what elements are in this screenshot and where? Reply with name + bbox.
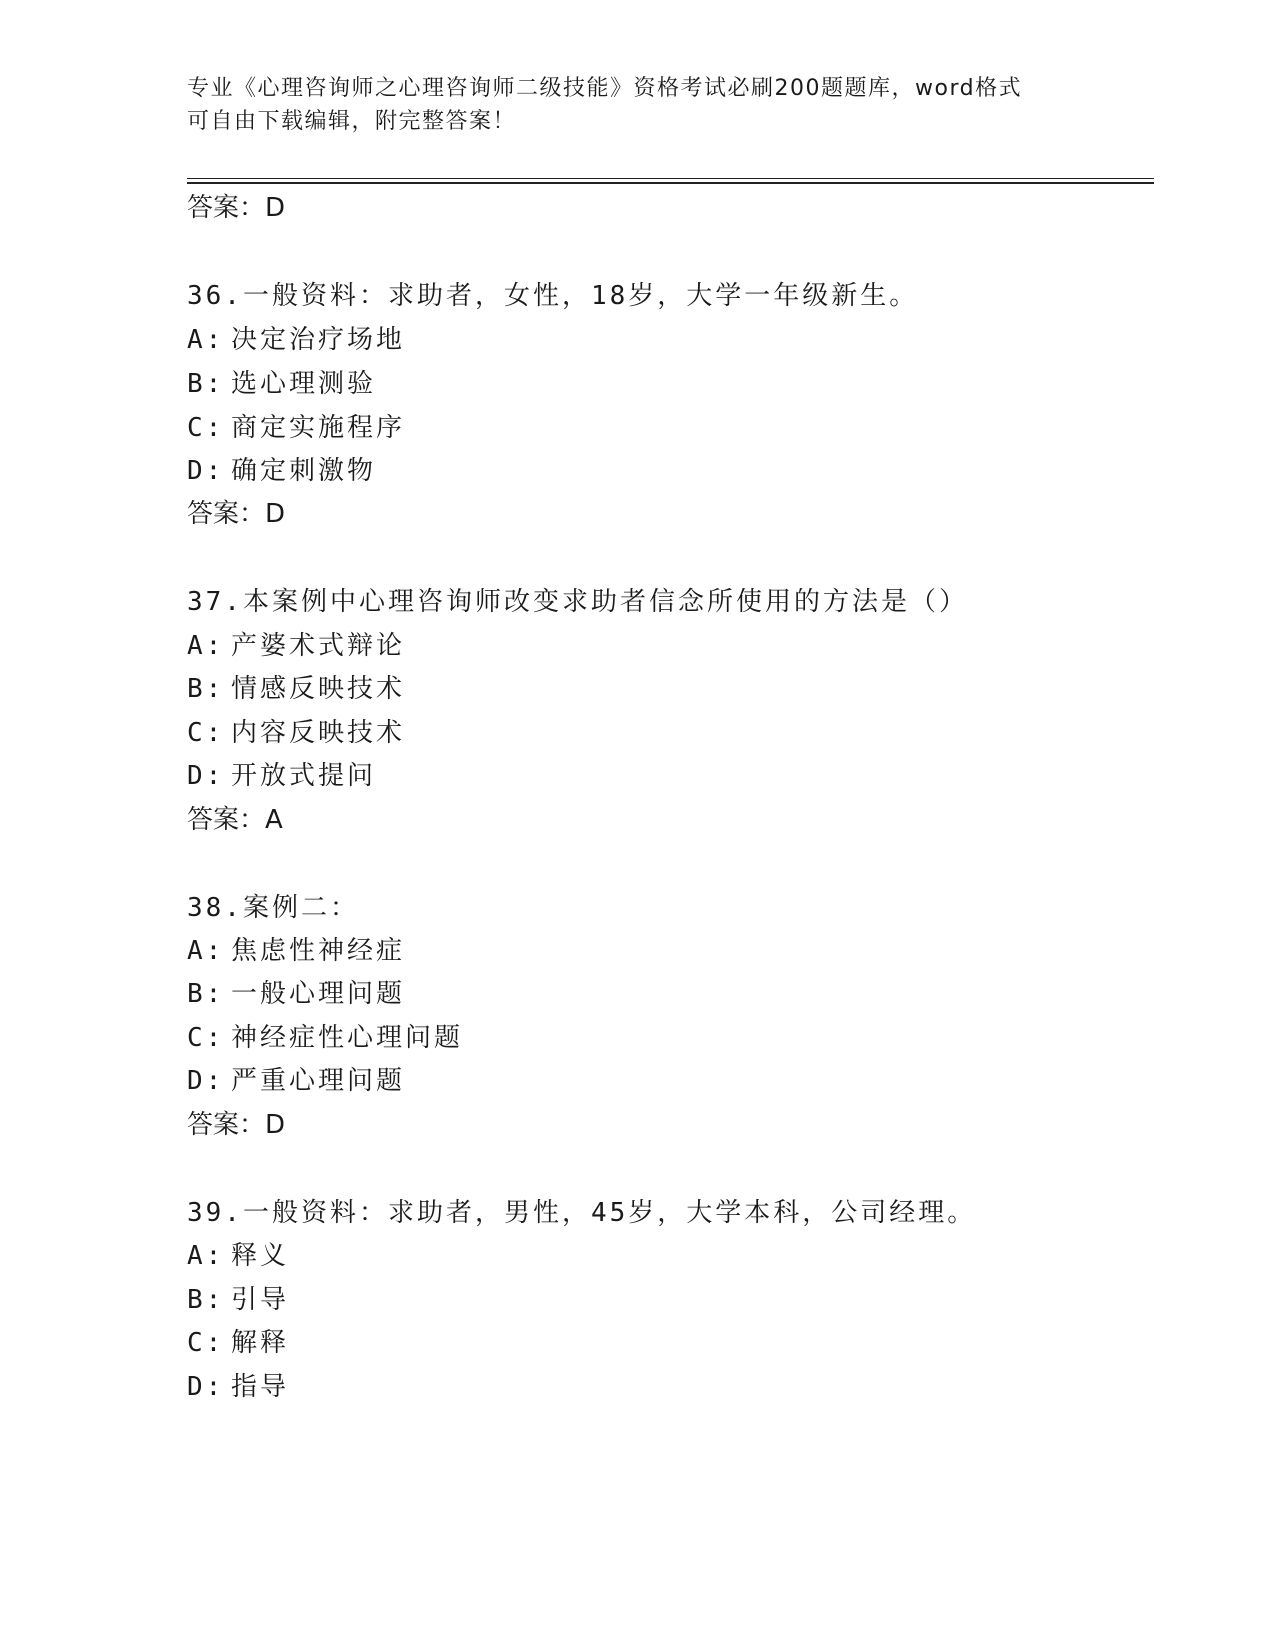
option-letter: C: [187, 413, 225, 443]
header-rule-thin [187, 178, 1154, 179]
answer-line: 答案：D [187, 499, 286, 529]
option-c [187, 1325, 289, 1361]
option-letter: D: [187, 1372, 225, 1402]
option-text: 情感反映技术 [231, 674, 406, 704]
option-letter: A: [187, 325, 225, 355]
option-c [187, 1020, 463, 1056]
option-letter: B: [187, 674, 225, 704]
option-text: 开放式提问 [231, 761, 377, 791]
option-letter: C: [187, 718, 225, 748]
option-text: 引导 [231, 1285, 290, 1315]
answer-line: 答案：A [187, 805, 283, 835]
answer-line: 答案：D [187, 1110, 286, 1140]
option-letter: B: [187, 1285, 225, 1315]
option-letter: C: [187, 1023, 225, 1053]
question-36: 36.一般资料：求助者，女性，18岁，大学一年级新生。 [187, 281, 919, 311]
question-37: 37.本案例中心理咨询师改变求助者信念所使用的方法是（） [187, 587, 968, 617]
option-a [187, 1238, 289, 1274]
option-text: 内容反映技术 [231, 718, 406, 748]
option-text: 指导 [231, 1372, 290, 1402]
option-text: 确定刺激物 [231, 456, 377, 486]
option-c [187, 410, 405, 446]
question-38: 38.案例二： [187, 893, 359, 923]
option-text: 释义 [231, 1241, 290, 1271]
option-letter: D: [187, 761, 225, 791]
option-text: 神经症性心理问题 [231, 1023, 464, 1053]
option-letter: B: [187, 979, 225, 1009]
option-a [187, 933, 405, 969]
option-text: 严重心理问题 [231, 1066, 406, 1096]
option-text: 产婆术式辩论 [231, 631, 406, 661]
option-b [187, 671, 405, 707]
document-header [187, 72, 1087, 138]
option-c [187, 715, 405, 751]
header-line-2: 可自由下载编辑，附完整答案！ [187, 109, 517, 134]
option-text: 一般心理问题 [231, 979, 406, 1009]
option-text: 焦虑性神经症 [231, 936, 406, 966]
option-letter: A: [187, 936, 225, 966]
option-a [187, 322, 405, 358]
option-text: 解释 [231, 1328, 290, 1358]
option-letter: D: [187, 456, 225, 486]
option-text: 决定治疗场地 [231, 325, 406, 355]
option-b [187, 1282, 289, 1318]
option-text: 选心理测验 [231, 369, 377, 399]
option-d [187, 758, 376, 794]
header-line-1: 专业《心理咨询师之心理咨询师二级技能》资格考试必刷200题题库，word格式 [187, 76, 1023, 101]
option-letter: A: [187, 631, 225, 661]
option-a [187, 628, 405, 664]
option-letter: A: [187, 1241, 225, 1271]
option-letter: C: [187, 1328, 225, 1358]
option-letter: B: [187, 369, 225, 399]
option-b [187, 976, 405, 1012]
option-text: 商定实施程序 [231, 413, 406, 443]
option-d [187, 1369, 289, 1405]
question-39: 39.一般资料：求助者，男性，45岁，大学本科，公司经理。 [187, 1198, 977, 1228]
option-d [187, 1063, 405, 1099]
option-b [187, 366, 376, 402]
answer-line: 答案：D [187, 193, 286, 223]
option-letter: D: [187, 1066, 225, 1096]
header-rule-thick [187, 182, 1154, 184]
option-d [187, 453, 376, 489]
